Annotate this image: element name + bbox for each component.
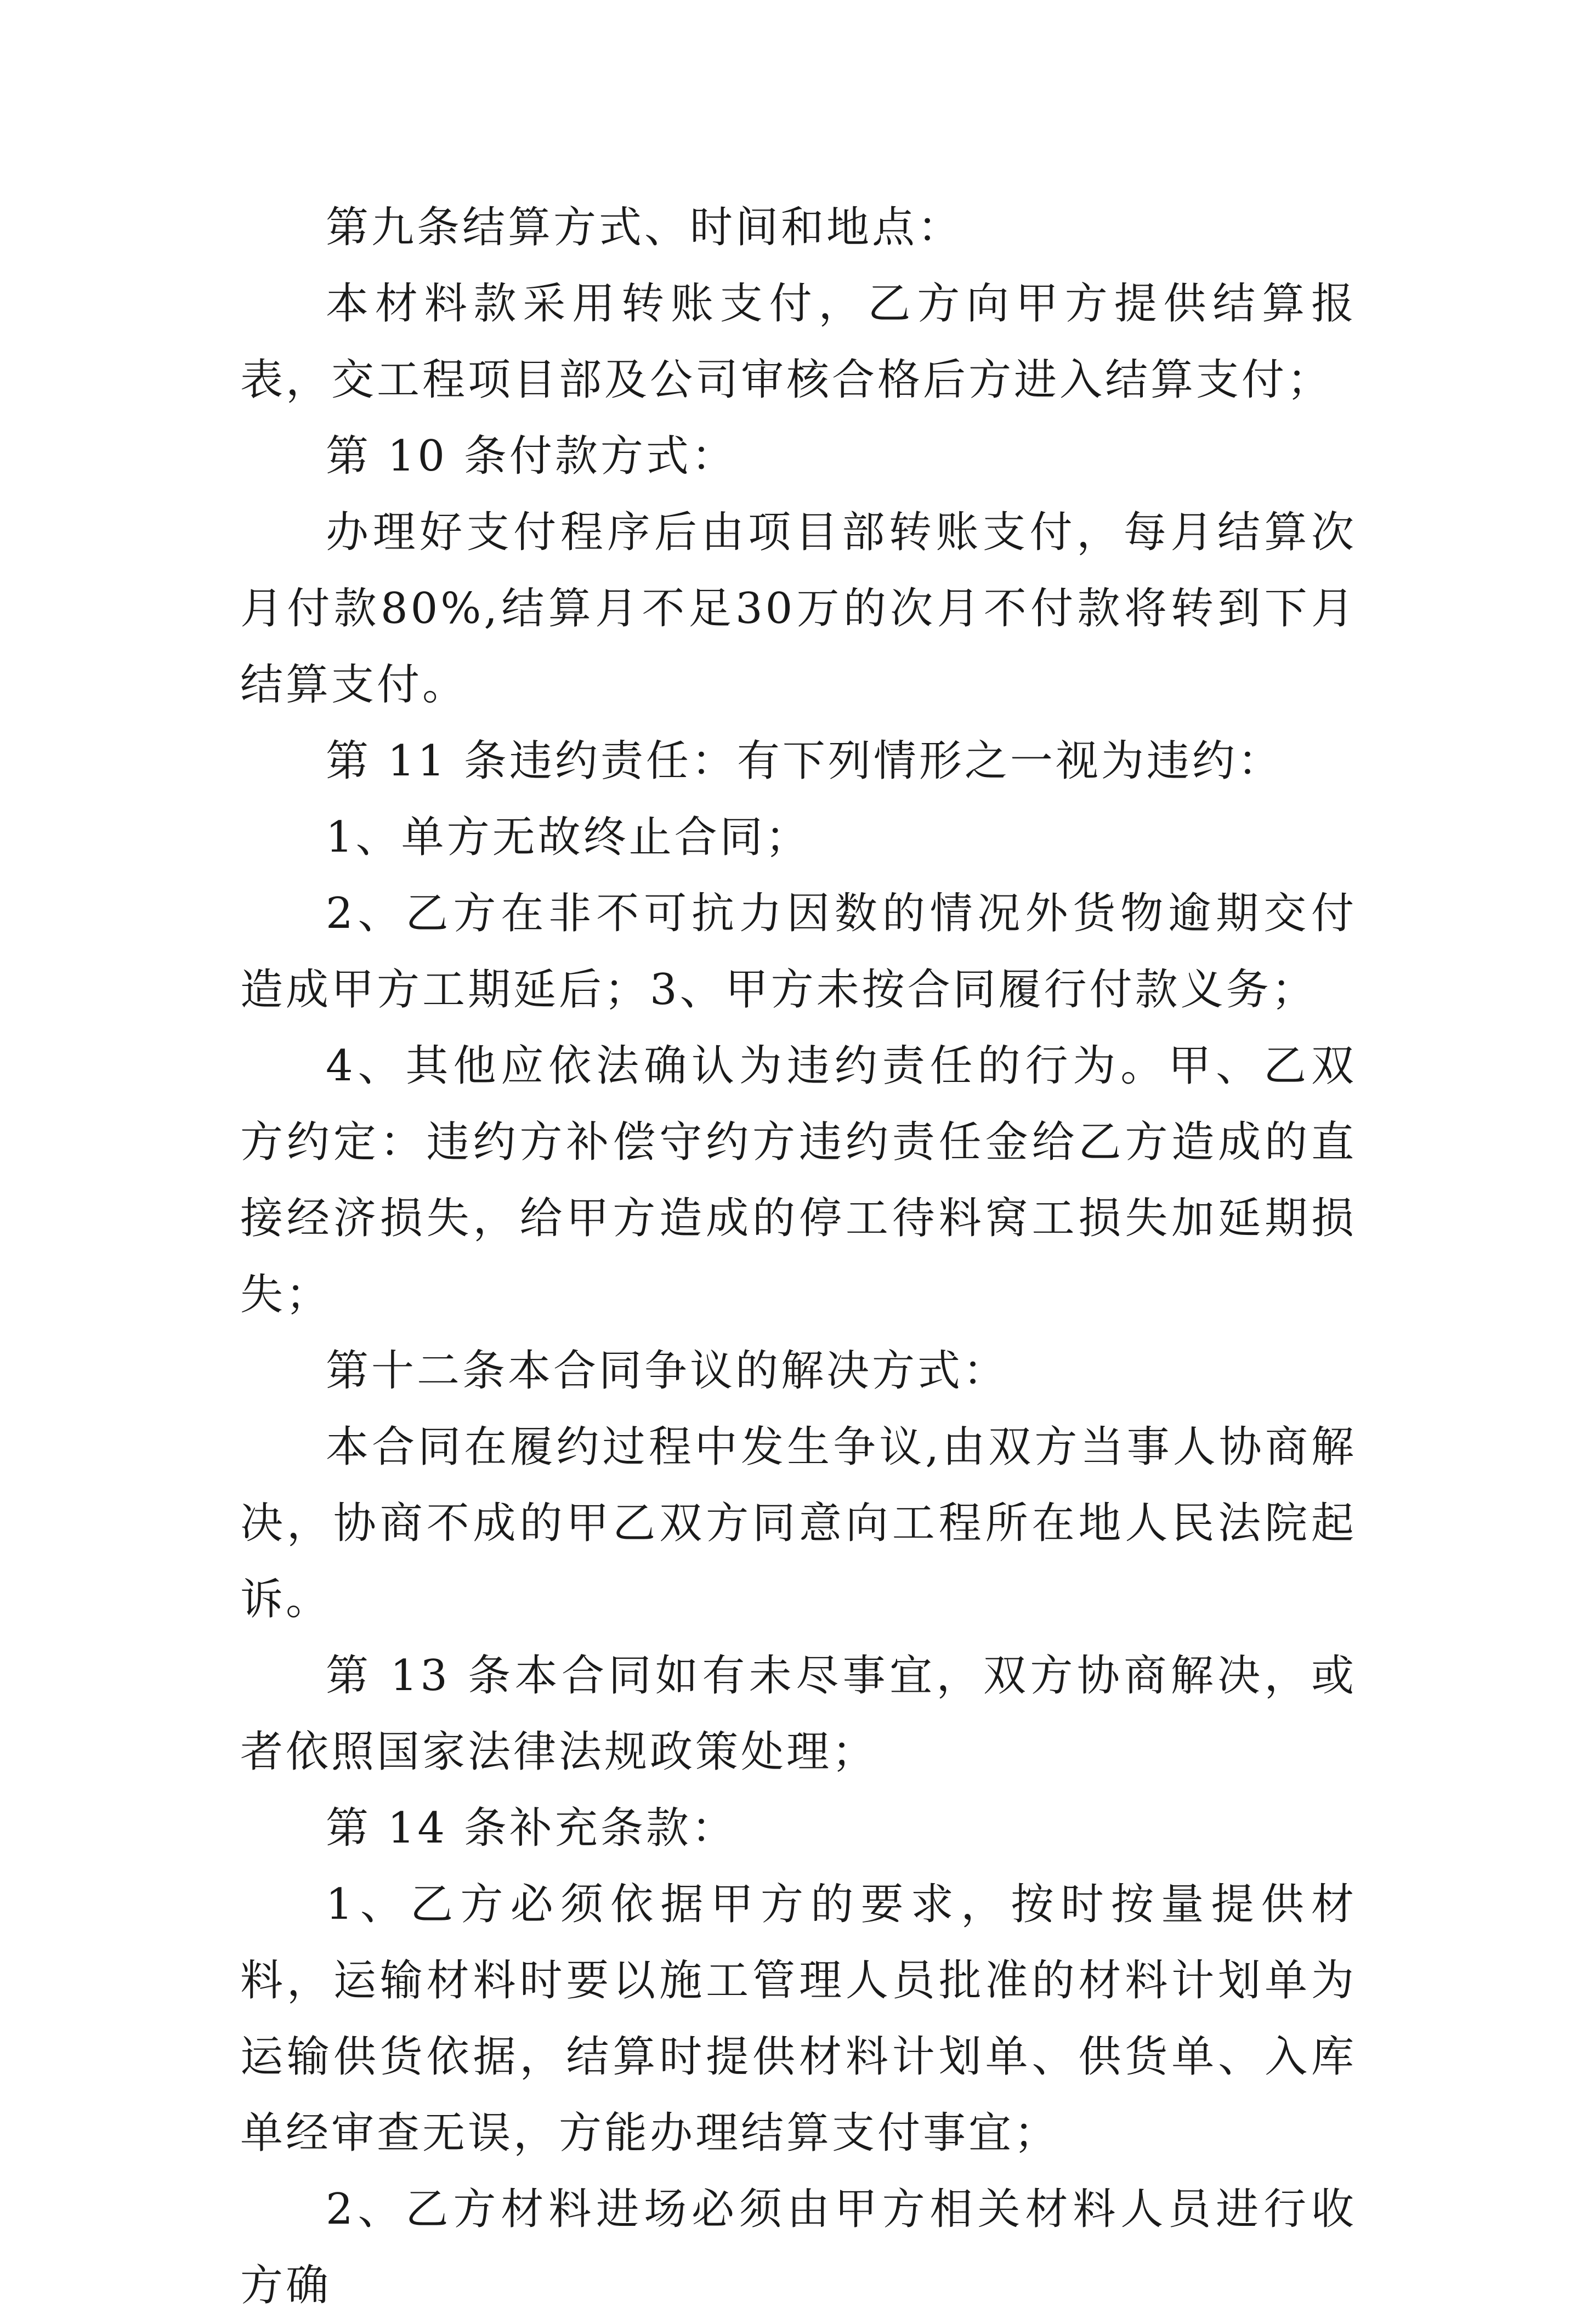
clause-12-text: 本合同在履约过程中发生争议,由双方当事人协商解决，协商不成的甲乙双方同意向工程所在地人民法院起诉。 (240, 1422, 1357, 1624)
clause-11-item-1: 1、单方无故终止合同； (326, 813, 811, 862)
clause-10-text: 办理好支付程序后由项目部转账支付，每月结算次月付款80%,结算月不足30万的次月不付款将转到下月结算支付。 (240, 508, 1357, 710)
document-body (240, 190, 1357, 2324)
clause-13-text: 第 13 条本合同如有未尽事宜，双方协商解决，或者依照国家法律法规政策处理； (240, 1651, 1357, 1777)
clause-12-heading: 第十二条本合同争议的解决方式： (326, 1346, 1009, 1396)
clause-14-heading: 第 14 条补充条款： (326, 1804, 737, 1853)
clause-11-item-4: 4、其他应依法确认为违约责任的行为。甲、乙双方约定：违约方补偿守约方违约责任金给乙方造成的直接经济损失，给甲方造成的停工待料窝工损失加延期损失； (240, 1041, 1357, 1319)
clause-9-text: 本材料款采用转账支付，乙方向甲方提供结算报表，交工程项目部及公司审核合格后方进入结算支付； (240, 279, 1357, 405)
clause-14-item-2: 2、乙方材料进场必须由甲方相关材料人员进行收方确 (240, 2185, 1357, 2310)
clause-11-item-2-3: 2、乙方在非不可抗力因数的情况外货物逾期交付造成甲方工期延后；3、甲方未按合同履行付款义务； (240, 889, 1357, 1014)
clause-14-item-1: 1、乙方必须依据甲方的要求，按时按量提供材料，运输材料时要以施工管理人员批准的材料计划单为运输供货依据，结算时提供材料计划单、供货单、入库单经审查无误，方能办理结算支付事宜； (240, 1880, 1357, 2158)
clause-9-heading: 第九条结算方式、时间和地点： (326, 203, 963, 252)
clause-11-heading: 第 11 条违约责任：有下列情形之一视为违约： (326, 736, 1283, 786)
clause-10-heading: 第 10 条付款方式： (326, 432, 737, 481)
